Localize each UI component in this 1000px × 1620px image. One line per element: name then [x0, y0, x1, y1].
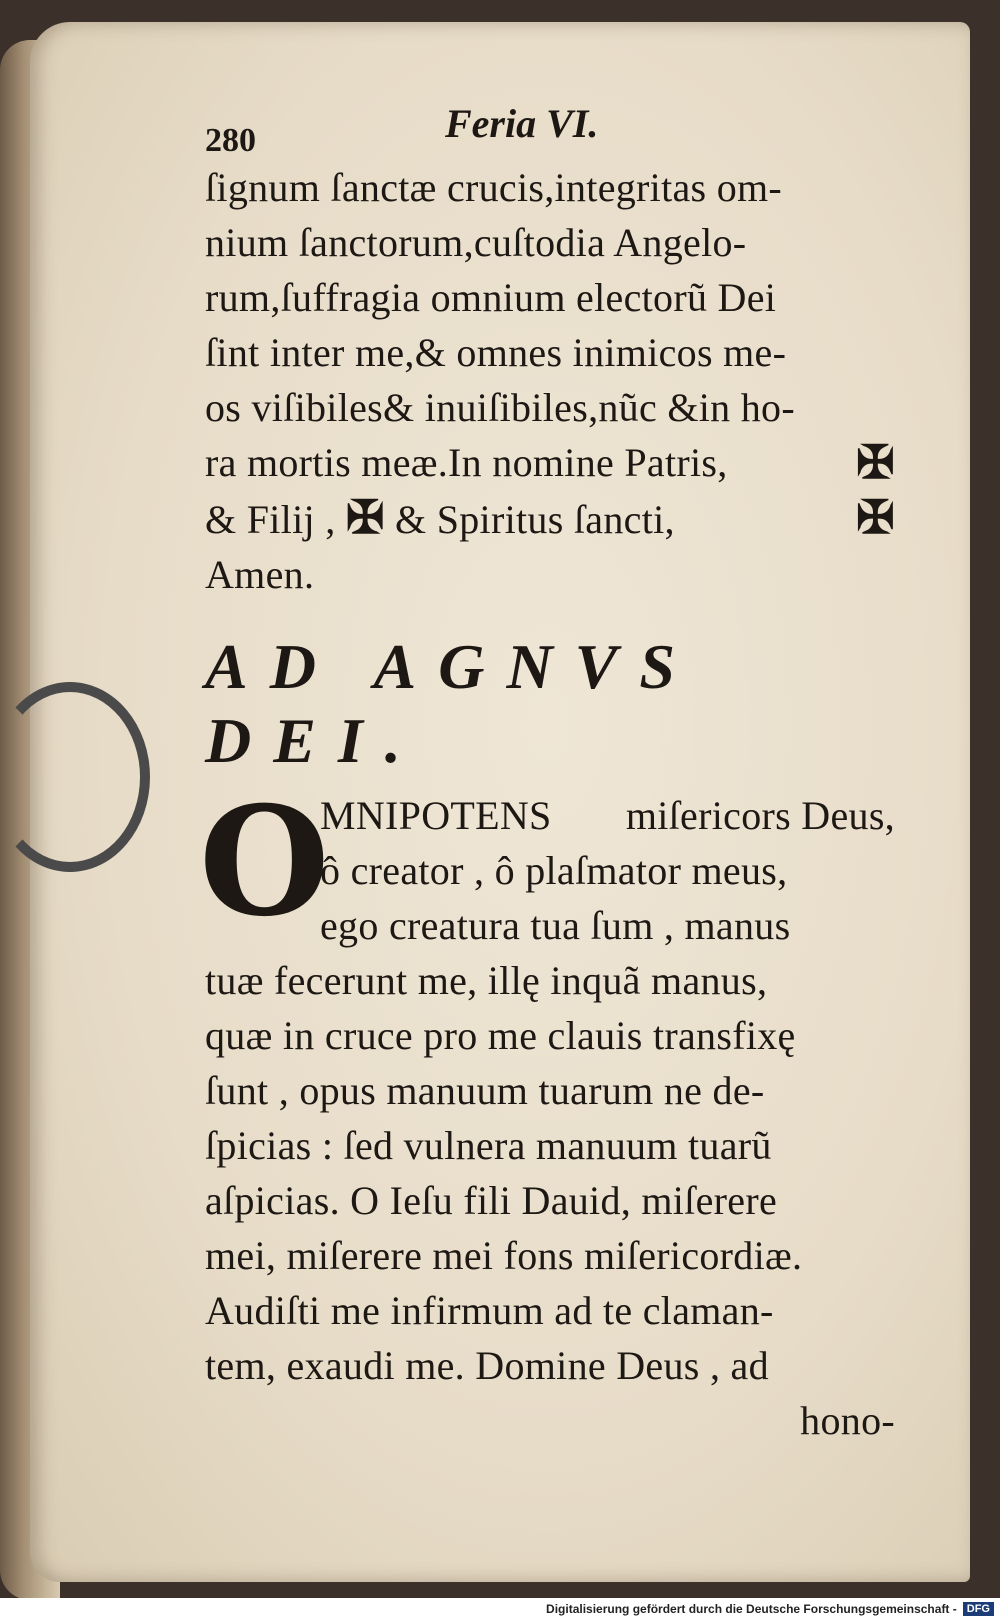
- cross-icon: ✠: [856, 437, 895, 488]
- text-line-4: ſint inter me,& omnes inimicos me-: [205, 330, 787, 375]
- text-line-3: rum,ſuffragia omnium electorũ Dei: [205, 275, 777, 320]
- digitization-footer: [0, 1598, 1000, 1620]
- prayer-line-11: tem, exaudi me. Domine Deus , ad: [205, 1343, 769, 1388]
- text-line-2: nium ſanctorum,cuſtodia Angelo-: [205, 220, 747, 265]
- footer-credit: Digitalisierung gefördert durch die Deutsche Forschungsgemeinschaft -: [546, 1602, 957, 1616]
- filii-text: & Filij ,: [205, 497, 336, 542]
- page-header: [205, 90, 895, 160]
- prayer-line-2: ô creator , ô plaſmator meus,: [320, 848, 788, 893]
- prayer-paragraph: [199, 774, 895, 1448]
- dropcap: O: [199, 774, 330, 950]
- prayer-line-8: aſpicias. O Ieſu fili Dauid, miſerere: [205, 1178, 777, 1223]
- catchword: hono-: [800, 1398, 895, 1443]
- text-line-1: ſignum ſanctæ crucis,integritas om-: [205, 165, 783, 210]
- page-clip: [0, 682, 150, 872]
- prayer-line-3: ego creatura tua ſum , manus: [320, 903, 791, 948]
- cross-icon: ✠: [856, 492, 895, 543]
- cross-icon: ✠: [345, 492, 385, 543]
- prayer-line-4: tuæ fecerunt me, illę inquã manus,: [205, 958, 768, 1003]
- text-line-8: Amen.: [205, 552, 315, 597]
- spiritus-text: & Spiritus ſancti,: [394, 497, 675, 542]
- page-text: [199, 90, 895, 1448]
- text-line-6: [205, 435, 895, 490]
- section-title: AD AGNVS DEI.: [205, 631, 697, 776]
- prayer-line-5: quæ in cruce pro me clauis transfixę: [205, 1013, 796, 1058]
- dfg-logo: DFG: [963, 1602, 994, 1616]
- prayer-line-1-text: miſericors Deus,: [625, 793, 895, 838]
- prayer-line-10: Audiſti me infirmum ad te claman-: [205, 1288, 774, 1333]
- first-word: MNIPOTENS: [320, 793, 552, 838]
- page-number: 280: [205, 122, 256, 159]
- text-line-5: os viſibiles& inuiſibiles,nũc &in ho-: [205, 385, 795, 430]
- prayer-line-6: ſunt , opus manuum tuarum ne de-: [205, 1068, 765, 1113]
- text-line-7: [205, 490, 895, 547]
- running-head: Feria VI.: [445, 101, 599, 146]
- prayer-line-9: mei, miſerere mei fons miſericordiæ.: [205, 1233, 803, 1278]
- text-line-6-text: ra mortis meæ.In nomine Patris,: [205, 440, 728, 485]
- prayer-line-7: ſpicias : ſed vulnera manuum tuarũ: [205, 1123, 772, 1168]
- text-line-7-start: [205, 490, 675, 547]
